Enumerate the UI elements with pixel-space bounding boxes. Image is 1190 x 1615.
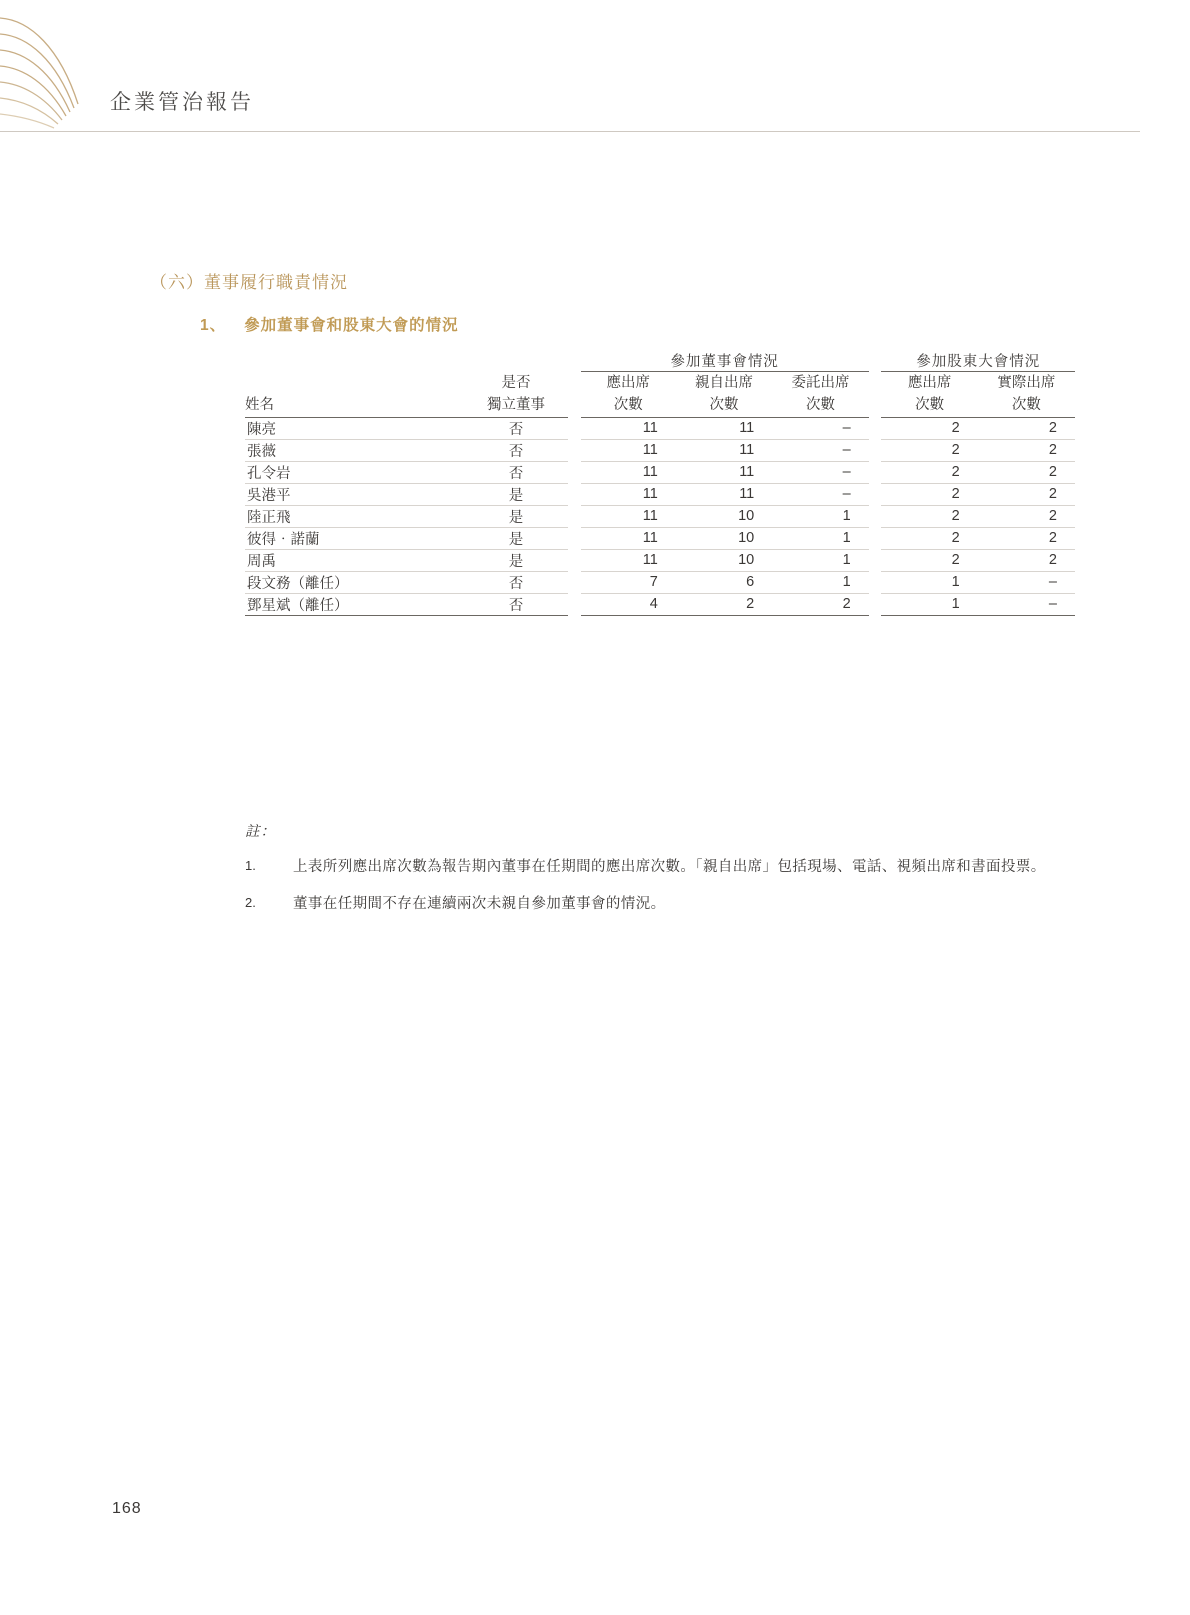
cell-independent: 是 (464, 527, 568, 549)
column-header-board-proxy-line1: 委託出席 (791, 375, 850, 391)
cell-name: 陸正飛 (245, 505, 464, 527)
note-text: 董事在任期間不存在連續兩次未親自參加董事會的情況。 (293, 896, 666, 913)
cell-spacer-1 (568, 505, 581, 527)
cell-board-proxy: – (772, 439, 868, 461)
cell-board-due: 11 (581, 505, 676, 527)
cell-sh-attend: – (978, 593, 1075, 615)
note-index: 2. (245, 895, 256, 911)
cell-board-attend: 2 (676, 593, 772, 615)
column-header-sh-attend-line1: 實際出席 (997, 375, 1056, 391)
cell-sh-attend: 2 (978, 439, 1075, 461)
page-number: 168 (112, 1500, 142, 1517)
cell-spacer-1 (568, 593, 581, 615)
column-header-sh-due-line1: 應出席 (907, 375, 952, 391)
attendance-table (245, 350, 1075, 616)
cell-independent: 否 (464, 461, 568, 483)
table-row (245, 439, 1075, 461)
cell-board-attend: 11 (676, 439, 772, 461)
column-header-board-attend-line1: 親自出席 (695, 375, 754, 391)
column-header-independent-line1: 是否 (501, 375, 531, 391)
cell-board-proxy: 1 (772, 527, 868, 549)
cell-board-proxy: – (772, 418, 868, 440)
column-header-name (245, 372, 464, 417)
cell-spacer-2 (869, 505, 882, 527)
cell-sh-due: 1 (881, 571, 977, 593)
cell-spacer-2 (869, 571, 882, 593)
cell-spacer-2 (869, 527, 882, 549)
page-title: 企業管治報告 (110, 90, 254, 114)
cell-independent: 否 (464, 593, 568, 615)
cell-board-attend: 11 (676, 418, 772, 440)
cell-board-proxy: – (772, 483, 868, 505)
cell-spacer-2 (869, 593, 882, 615)
cell-board-attend: 6 (676, 571, 772, 593)
cell-independent: 否 (464, 571, 568, 593)
cell-sh-due: 2 (881, 483, 977, 505)
cell-spacer-2 (869, 439, 882, 461)
cell-name: 彼得‧諾蘭 (245, 527, 464, 549)
cell-board-attend: 10 (676, 527, 772, 549)
cell-sh-attend: 2 (978, 418, 1075, 440)
cell-sh-due: 1 (881, 593, 977, 615)
table-row (245, 571, 1075, 593)
cell-name: 吳港平 (245, 483, 464, 505)
cell-name: 周禹 (245, 549, 464, 571)
note-item (245, 855, 1080, 880)
cell-independent: 否 (464, 439, 568, 461)
note-item (245, 892, 1080, 917)
sub-heading-number: 1、 (200, 317, 227, 334)
cell-sh-due: 2 (881, 418, 977, 440)
column-header-sh-attend-line2: 次數 (1011, 397, 1041, 414)
column-header-board-proxy-line2: 次數 (805, 397, 835, 414)
cell-board-proxy: 1 (772, 505, 868, 527)
column-header-name-line1: 姓名 (245, 397, 274, 414)
cell-board-due: 4 (581, 593, 676, 615)
sub-heading (200, 313, 459, 335)
cell-name: 陳亮 (245, 418, 464, 440)
cell-spacer-1 (568, 483, 581, 505)
table-row (245, 418, 1075, 440)
cell-board-due: 11 (581, 418, 676, 440)
cell-board-attend: 11 (676, 461, 772, 483)
column-header-independent (464, 372, 568, 417)
cell-name: 鄧星斌（離任） (245, 593, 464, 615)
column-header-board-due-line1: 應出席 (606, 375, 651, 391)
header-divider (0, 131, 1140, 132)
cell-board-due: 11 (581, 483, 676, 505)
decorative-swoosh-icon (0, 0, 120, 132)
page-header (0, 0, 1190, 140)
note-index: 1. (245, 858, 256, 873)
cell-independent: 是 (464, 549, 568, 571)
column-header-sh-due (881, 372, 977, 417)
group-header-spacer-2 (869, 350, 882, 372)
cell-sh-attend: 2 (978, 505, 1075, 527)
cell-sh-due: 2 (881, 527, 977, 549)
cell-board-due: 11 (581, 527, 676, 549)
notes-block (245, 820, 1080, 930)
column-header-spacer-2 (869, 372, 882, 417)
group-header-spacer-1 (568, 350, 581, 372)
cell-board-attend: 11 (676, 483, 772, 505)
cell-sh-attend: 2 (978, 461, 1075, 483)
cell-name: 段文務（離任） (245, 571, 464, 593)
cell-board-proxy: – (772, 461, 868, 483)
cell-name: 張薇 (245, 439, 464, 461)
cell-spacer-1 (568, 549, 581, 571)
table-column-header-row (245, 372, 1075, 417)
cell-spacer-1 (568, 527, 581, 549)
cell-spacer-2 (869, 418, 882, 440)
cell-board-attend: 10 (676, 505, 772, 527)
column-header-board-attend-line2: 次數 (709, 397, 739, 414)
cell-sh-due: 2 (881, 549, 977, 571)
table-row (245, 505, 1075, 527)
cell-independent: 是 (464, 483, 568, 505)
cell-sh-due: 2 (881, 505, 977, 527)
column-header-independent-line2: 獨立董事 (487, 397, 546, 414)
table-row (245, 593, 1075, 615)
cell-name: 孔令岩 (245, 461, 464, 483)
group-header-shareholders: 參加股東大會情況 (881, 350, 1075, 372)
table-row (245, 527, 1075, 549)
cell-board-due: 11 (581, 439, 676, 461)
table-row (245, 483, 1075, 505)
cell-spacer-1 (568, 418, 581, 440)
cell-sh-due: 2 (881, 461, 977, 483)
table-row (245, 549, 1075, 571)
table-row (245, 461, 1075, 483)
cell-board-proxy: 1 (772, 549, 868, 571)
column-header-board-due-line2: 次數 (613, 397, 643, 414)
cell-board-due: 11 (581, 461, 676, 483)
cell-spacer-1 (568, 439, 581, 461)
cell-board-attend: 10 (676, 549, 772, 571)
cell-sh-attend: – (978, 571, 1075, 593)
column-header-spacer-1 (568, 372, 581, 417)
cell-sh-attend: 2 (978, 549, 1075, 571)
cell-spacer-2 (869, 461, 882, 483)
cell-independent: 是 (464, 505, 568, 527)
cell-spacer-2 (869, 549, 882, 571)
notes-title: 註： (245, 824, 276, 840)
section-heading: （六）董事履行職責情況 (150, 273, 348, 292)
column-header-sh-due-line2: 次數 (915, 397, 945, 414)
table-group-header-row (245, 350, 1075, 372)
cell-board-due: 7 (581, 571, 676, 593)
attendance-table-body (245, 418, 1075, 616)
group-header-spacer-name (245, 350, 464, 372)
cell-spacer-1 (568, 461, 581, 483)
attendance-table-wrap (245, 350, 1075, 616)
cell-board-proxy: 2 (772, 593, 868, 615)
cell-independent: 否 (464, 418, 568, 440)
cell-board-proxy: 1 (772, 571, 868, 593)
group-header-spacer-independent (464, 350, 568, 372)
note-text: 上表所列應出席次數為報告期內董事在任期間的應出席次數。「親自出席」包括現場、電話、視頻出席和書面投票。 (293, 859, 1046, 875)
column-header-board-attend (676, 372, 772, 417)
cell-board-due: 11 (581, 549, 676, 571)
column-header-sh-attend (978, 372, 1075, 417)
cell-sh-due: 2 (881, 439, 977, 461)
cell-spacer-2 (869, 483, 882, 505)
group-header-board: 參加董事會情況 (581, 350, 869, 372)
column-header-board-proxy (772, 372, 868, 417)
sub-heading-label: 參加董事會和股東大會的情況 (244, 317, 459, 334)
cell-sh-attend: 2 (978, 483, 1075, 505)
cell-spacer-1 (568, 571, 581, 593)
cell-sh-attend: 2 (978, 527, 1075, 549)
column-header-board-due (581, 372, 676, 417)
